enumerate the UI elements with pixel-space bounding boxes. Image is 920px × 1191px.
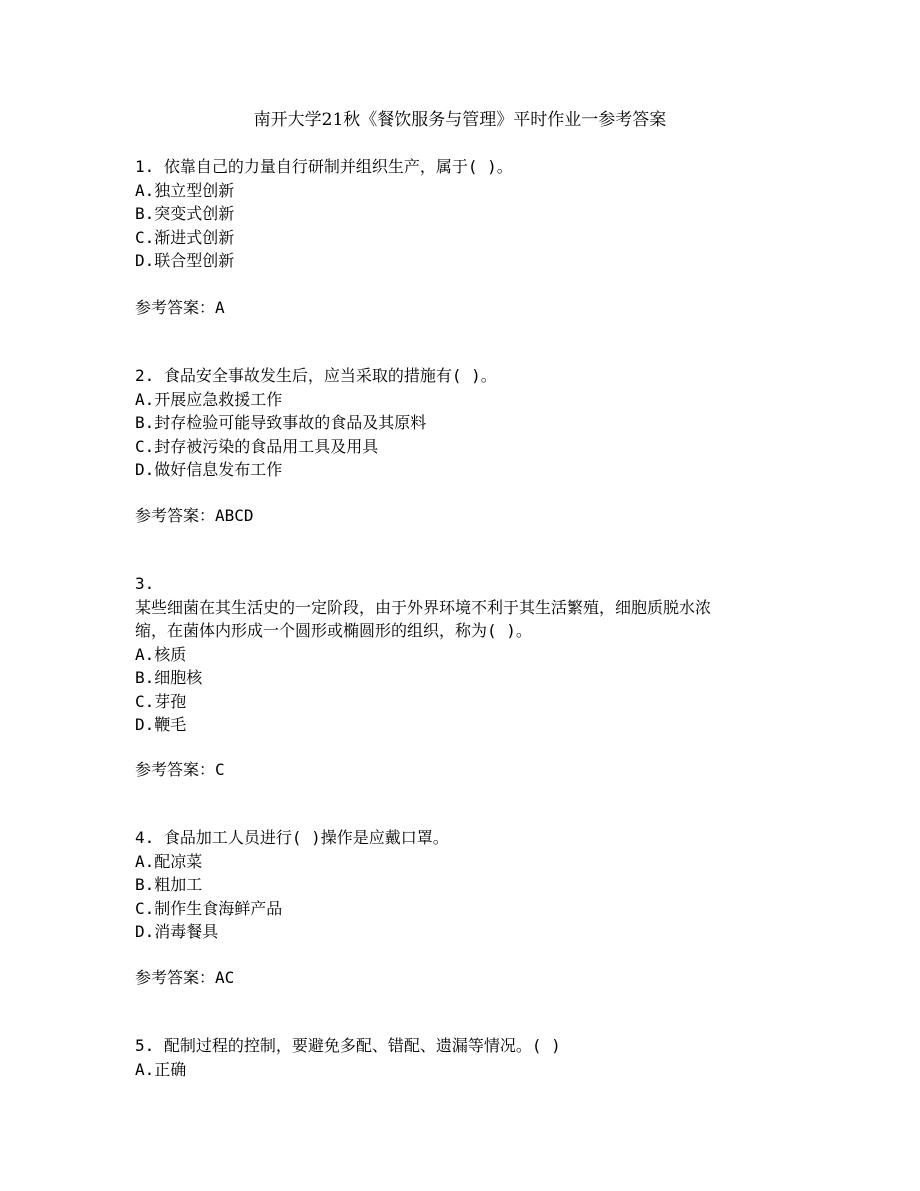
option-c: C.封存被污染的食品用工具及用具 bbox=[135, 436, 379, 456]
question-2 bbox=[135, 364, 815, 482]
answer-2 bbox=[135, 504, 815, 528]
option-c: C.芽孢 bbox=[135, 691, 187, 711]
answer-3 bbox=[135, 758, 815, 782]
question-5 bbox=[135, 1034, 815, 1081]
answer-label: 参考答案： bbox=[135, 968, 216, 987]
question-stem: 2. 食品安全事故发生后，应当采取的措施有( )。 bbox=[135, 366, 497, 385]
option-d: D.消毒餐具 bbox=[135, 922, 219, 941]
question-stem: 5. 配制过程的控制，要避免多配、错配、遗漏等情况。( ) bbox=[135, 1036, 561, 1055]
answer-label: 参考答案： bbox=[135, 506, 216, 525]
option-d: D.做好信息发布工作 bbox=[135, 460, 283, 479]
question-stem-line-1: 某些细菌在其生活史的一定阶段，由于外界环境不利于其生活繁殖，细胞质脱水浓 bbox=[135, 597, 712, 617]
question-stem: 4. 食品加工人员进行( )操作是应戴口罩。 bbox=[135, 828, 449, 847]
option-d: D.联合型创新 bbox=[135, 251, 235, 270]
option-a: A.配凉菜 bbox=[135, 851, 203, 871]
answer-label: 参考答案： bbox=[135, 298, 216, 317]
option-a: A.独立型创新 bbox=[135, 180, 235, 200]
question-stem-line-2: 缩，在菌体内形成一个圆形或椭圆形的组织，称为( )。 bbox=[135, 621, 532, 640]
option-c: C.渐进式创新 bbox=[135, 227, 235, 247]
document-title: 南开大学21秋《餐饮服务与管理》平时作业一参考答案 bbox=[253, 110, 667, 130]
answer-value: ABCD bbox=[215, 506, 254, 525]
answer-value: C bbox=[215, 760, 225, 779]
answer-4 bbox=[135, 966, 815, 990]
answer-label: 参考答案： bbox=[135, 760, 216, 779]
option-c: C.制作生食海鲜产品 bbox=[135, 898, 283, 918]
option-a: A.正确 bbox=[135, 1059, 187, 1079]
question-4 bbox=[135, 826, 815, 944]
question-number: 3. bbox=[135, 574, 155, 593]
option-a: A.核质 bbox=[135, 644, 187, 664]
answer-1 bbox=[135, 296, 815, 320]
question-stem: 1. 依靠自己的力量自行研制并组织生产，属于( )。 bbox=[135, 157, 513, 176]
question-3 bbox=[135, 572, 815, 737]
option-d: D.鞭毛 bbox=[135, 715, 187, 734]
option-b: B.封存检验可能导致事故的食品及其原料 bbox=[135, 413, 427, 432]
answer-value: AC bbox=[215, 968, 235, 987]
question-1 bbox=[135, 155, 815, 273]
option-a: A.开展应急救援工作 bbox=[135, 389, 283, 409]
answer-value: A bbox=[215, 298, 225, 317]
option-b: B.突变式创新 bbox=[135, 204, 235, 223]
option-b: B.粗加工 bbox=[135, 875, 203, 894]
option-b: B.细胞核 bbox=[135, 668, 203, 687]
